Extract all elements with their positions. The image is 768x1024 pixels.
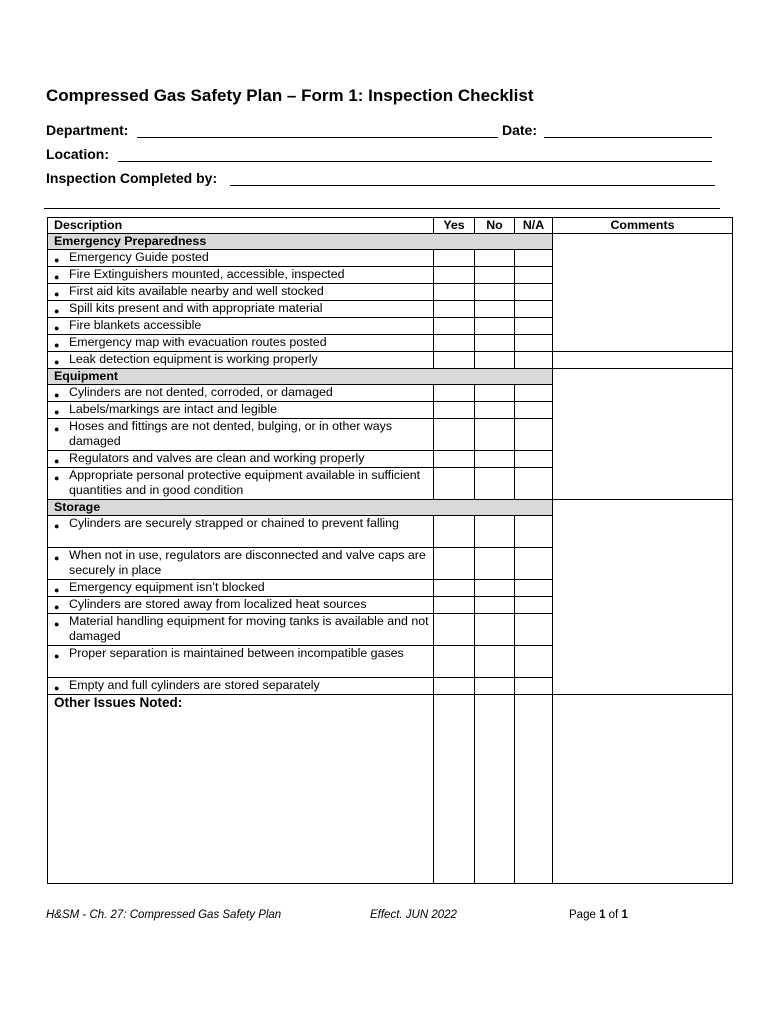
na-checkbox-cell[interactable] bbox=[515, 646, 553, 678]
bullet-icon: ● bbox=[54, 323, 60, 333]
no-checkbox-cell[interactable] bbox=[475, 468, 515, 500]
bullet-icon: ● bbox=[54, 683, 60, 693]
item-text-wrap bbox=[54, 678, 433, 693]
checklist-item bbox=[48, 385, 434, 402]
yes-checkbox-cell[interactable] bbox=[434, 352, 475, 369]
checklist-item bbox=[48, 580, 434, 597]
na-checkbox-cell[interactable] bbox=[515, 597, 553, 614]
checklist-item-label: Emergency equipment isn’t blocked bbox=[69, 580, 265, 594]
date-field[interactable] bbox=[544, 123, 712, 138]
bullet-icon: ● bbox=[54, 602, 60, 612]
no-checkbox-cell[interactable] bbox=[475, 646, 515, 678]
na-checkbox-cell[interactable] bbox=[515, 614, 553, 646]
bullet-icon: ● bbox=[54, 357, 60, 367]
na-checkbox-cell[interactable] bbox=[515, 419, 553, 451]
comments-cell[interactable] bbox=[553, 695, 733, 884]
checklist-item bbox=[48, 318, 434, 335]
form-title: Compressed Gas Safety Plan – Form 1: Inspection Checklist bbox=[46, 86, 534, 105]
checklist-item-label: Hoses and fittings are not dented, bulging, or in other ways damaged bbox=[69, 419, 393, 448]
no-checkbox-cell[interactable] bbox=[475, 451, 515, 468]
yes-checkbox-cell[interactable] bbox=[434, 419, 475, 451]
no-checkbox-cell[interactable] bbox=[475, 301, 515, 318]
checklist-item-label: When not in use, regulators are disconnected and valve caps are securely in place bbox=[69, 548, 426, 577]
location-label: Location: bbox=[46, 146, 109, 162]
item-text-wrap bbox=[54, 352, 433, 367]
bullet-icon: ● bbox=[54, 521, 60, 531]
checklist-item bbox=[48, 516, 434, 548]
inspection-checklist-table bbox=[47, 217, 733, 884]
yes-checkbox-cell[interactable] bbox=[434, 678, 475, 695]
no-checkbox-cell[interactable] bbox=[475, 548, 515, 580]
checklist-item-label: Cylinders are securely strapped or chained to prevent falling bbox=[69, 516, 399, 530]
na-checkbox-cell[interactable] bbox=[515, 352, 553, 369]
item-text-wrap bbox=[54, 419, 433, 449]
date-label: Date: bbox=[502, 122, 538, 138]
no-checkbox-cell[interactable] bbox=[475, 250, 515, 267]
bullet-icon: ● bbox=[54, 456, 60, 466]
footer-page-number bbox=[569, 909, 628, 921]
section-heading: Emergency Preparedness bbox=[48, 234, 553, 250]
yes-checkbox-cell[interactable] bbox=[434, 548, 475, 580]
yes-checkbox-cell[interactable] bbox=[434, 318, 475, 335]
page-total: 1 bbox=[621, 909, 628, 921]
yes-checkbox-cell[interactable] bbox=[434, 614, 475, 646]
na-checkbox-cell[interactable] bbox=[515, 267, 553, 284]
checklist-item-label: Labels/markings are intact and legible bbox=[69, 402, 278, 416]
checklist-item-label: Emergency map with evacuation routes posted bbox=[69, 335, 327, 349]
footer-effective-date: Effect. JUN 2022 bbox=[370, 909, 457, 921]
no-checkbox-cell[interactable] bbox=[475, 678, 515, 695]
na-checkbox-cell[interactable] bbox=[515, 301, 553, 318]
comments-cell[interactable] bbox=[553, 500, 733, 695]
na-checkbox-cell[interactable] bbox=[515, 548, 553, 580]
no-checkbox-cell[interactable] bbox=[475, 318, 515, 335]
comments-cell[interactable] bbox=[553, 352, 733, 369]
checklist-item-label: Empty and full cylinders are stored separately bbox=[69, 678, 320, 692]
yes-checkbox-cell[interactable] bbox=[434, 580, 475, 597]
description-header: Description bbox=[48, 218, 434, 234]
na-checkbox-cell[interactable] bbox=[515, 468, 553, 500]
item-text-wrap bbox=[54, 267, 433, 282]
checklist-item-label: Spill kits present and with appropriate material bbox=[69, 301, 323, 315]
checklist-item bbox=[48, 352, 434, 369]
section-heading: Storage bbox=[48, 500, 553, 516]
yes-checkbox-cell[interactable] bbox=[434, 250, 475, 267]
no-checkbox-cell[interactable] bbox=[475, 284, 515, 301]
footer-chapter: H&SM - Ch. 27: Compressed Gas Safety Plan bbox=[46, 909, 282, 921]
no-checkbox-cell[interactable] bbox=[475, 352, 515, 369]
item-text-wrap bbox=[54, 614, 433, 644]
bullet-icon: ● bbox=[54, 407, 60, 417]
inspection-by-field[interactable] bbox=[230, 171, 715, 186]
yes-checkbox-cell[interactable] bbox=[434, 516, 475, 548]
section-heading: Equipment bbox=[48, 369, 553, 385]
checklist-item bbox=[48, 284, 434, 301]
yes-checkbox-cell[interactable] bbox=[434, 597, 475, 614]
item-text-wrap bbox=[54, 516, 433, 531]
item-text-wrap bbox=[54, 451, 433, 466]
na-header: N/A bbox=[515, 218, 553, 234]
bullet-icon: ● bbox=[54, 619, 60, 629]
no-header: No bbox=[475, 218, 515, 234]
section-row bbox=[48, 500, 733, 516]
na-checkbox-cell[interactable] bbox=[515, 335, 553, 352]
na-checkbox-cell[interactable] bbox=[515, 516, 553, 548]
comments-cell[interactable] bbox=[553, 369, 733, 500]
checklist-item bbox=[48, 548, 434, 580]
item-text-wrap bbox=[54, 580, 433, 595]
no-checkbox-cell[interactable] bbox=[475, 335, 515, 352]
page-prefix: Page bbox=[569, 909, 600, 921]
bullet-icon: ● bbox=[54, 424, 60, 434]
bullet-icon: ● bbox=[54, 255, 60, 265]
na-checkbox-cell[interactable] bbox=[515, 580, 553, 597]
checklist-item-label: Emergency Guide posted bbox=[69, 250, 209, 264]
bullet-icon: ● bbox=[54, 651, 60, 661]
checklist-item-label: Leak detection equipment is working properly bbox=[69, 352, 318, 366]
checklist-item bbox=[48, 597, 434, 614]
checklist-item bbox=[48, 646, 434, 678]
yes-checkbox-cell[interactable] bbox=[434, 385, 475, 402]
item-text-wrap bbox=[54, 301, 433, 316]
item-text-wrap bbox=[54, 250, 433, 265]
checklist-item bbox=[48, 451, 434, 468]
no-checkbox-cell[interactable] bbox=[475, 516, 515, 548]
na-checkbox-cell[interactable] bbox=[515, 318, 553, 335]
item-text-wrap bbox=[54, 597, 433, 612]
checklist-item-label: Fire Extinguishers mounted, accessible, inspected bbox=[69, 267, 345, 281]
checklist-item bbox=[48, 301, 434, 318]
yes-header: Yes bbox=[434, 218, 475, 234]
checklist-item bbox=[48, 678, 434, 695]
page-of: of bbox=[605, 909, 622, 921]
comments-header: Comments bbox=[553, 218, 733, 234]
item-text-wrap bbox=[54, 385, 433, 400]
yes-checkbox-cell[interactable] bbox=[434, 267, 475, 284]
yes-checkbox-cell[interactable] bbox=[434, 695, 475, 884]
na-checkbox-cell[interactable] bbox=[515, 678, 553, 695]
divider bbox=[44, 208, 720, 209]
na-checkbox-cell[interactable] bbox=[515, 451, 553, 468]
no-checkbox-cell[interactable] bbox=[475, 419, 515, 451]
other-issues-row bbox=[48, 695, 733, 884]
bullet-icon: ● bbox=[54, 473, 60, 483]
section-row bbox=[48, 369, 733, 385]
item-text-wrap bbox=[54, 284, 433, 299]
checklist-item bbox=[48, 614, 434, 646]
item-text-wrap bbox=[54, 468, 433, 498]
item-text-wrap bbox=[54, 548, 433, 578]
item-text-wrap bbox=[54, 318, 433, 333]
checklist-item-label: Material handling equipment for moving tanks is available and not damaged bbox=[69, 614, 429, 643]
no-checkbox-cell[interactable] bbox=[475, 580, 515, 597]
na-checkbox-cell[interactable] bbox=[515, 385, 553, 402]
bullet-icon: ● bbox=[54, 340, 60, 350]
bullet-icon: ● bbox=[54, 289, 60, 299]
no-checkbox-cell[interactable] bbox=[475, 402, 515, 419]
checklist-item-label: Regulators and valves are clean and working properly bbox=[69, 451, 365, 465]
na-checkbox-cell[interactable] bbox=[515, 695, 553, 884]
checklist-item-label: Cylinders are not dented, corroded, or damaged bbox=[69, 385, 333, 399]
other-issues-label: Other Issues Noted: bbox=[48, 695, 434, 884]
na-checkbox-cell[interactable] bbox=[515, 284, 553, 301]
checklist-item bbox=[48, 250, 434, 267]
yes-checkbox-cell[interactable] bbox=[434, 468, 475, 500]
bullet-icon: ● bbox=[54, 585, 60, 595]
checklist-item bbox=[48, 419, 434, 451]
item-text-wrap bbox=[54, 402, 433, 417]
yes-checkbox-cell[interactable] bbox=[434, 301, 475, 318]
bullet-icon: ● bbox=[54, 306, 60, 316]
checklist-item-label: Appropriate personal protective equipment available in sufficient quantities and in good condition bbox=[69, 468, 421, 497]
no-checkbox-cell[interactable] bbox=[475, 385, 515, 402]
yes-checkbox-cell[interactable] bbox=[434, 402, 475, 419]
location-field[interactable] bbox=[118, 147, 712, 162]
checklist-item-label: First aid kits available nearby and well stocked bbox=[69, 284, 324, 298]
yes-checkbox-cell[interactable] bbox=[434, 451, 475, 468]
department-label: Department: bbox=[46, 122, 129, 138]
yes-checkbox-cell[interactable] bbox=[434, 284, 475, 301]
item-text-wrap bbox=[54, 646, 433, 661]
bullet-icon: ● bbox=[54, 390, 60, 400]
checklist-item-label: Proper separation is maintained between incompatible gases bbox=[69, 646, 404, 660]
checklist-item bbox=[48, 267, 434, 284]
checklist-item-label: Fire blankets accessible bbox=[69, 318, 202, 332]
na-checkbox-cell[interactable] bbox=[515, 250, 553, 267]
inspection-by-label: Inspection Completed by: bbox=[46, 170, 218, 186]
bullet-icon: ● bbox=[54, 272, 60, 282]
no-checkbox-cell[interactable] bbox=[475, 267, 515, 284]
no-checkbox-cell[interactable] bbox=[475, 597, 515, 614]
no-checkbox-cell[interactable] bbox=[475, 614, 515, 646]
section-row bbox=[48, 234, 733, 250]
checklist-item-label: Cylinders are stored away from localized heat sources bbox=[69, 597, 367, 611]
na-checkbox-cell[interactable] bbox=[515, 402, 553, 419]
yes-checkbox-cell[interactable] bbox=[434, 646, 475, 678]
table-header-row bbox=[48, 218, 733, 234]
item-text-wrap bbox=[54, 335, 433, 350]
bullet-icon: ● bbox=[54, 553, 60, 563]
page-current: 1 bbox=[599, 909, 606, 921]
checklist-item bbox=[48, 335, 434, 352]
comments-cell[interactable] bbox=[553, 234, 733, 352]
checklist-row bbox=[48, 352, 733, 369]
checklist-item bbox=[48, 402, 434, 419]
checklist-item bbox=[48, 468, 434, 500]
no-checkbox-cell[interactable] bbox=[475, 695, 515, 884]
yes-checkbox-cell[interactable] bbox=[434, 335, 475, 352]
department-field[interactable] bbox=[137, 123, 498, 138]
